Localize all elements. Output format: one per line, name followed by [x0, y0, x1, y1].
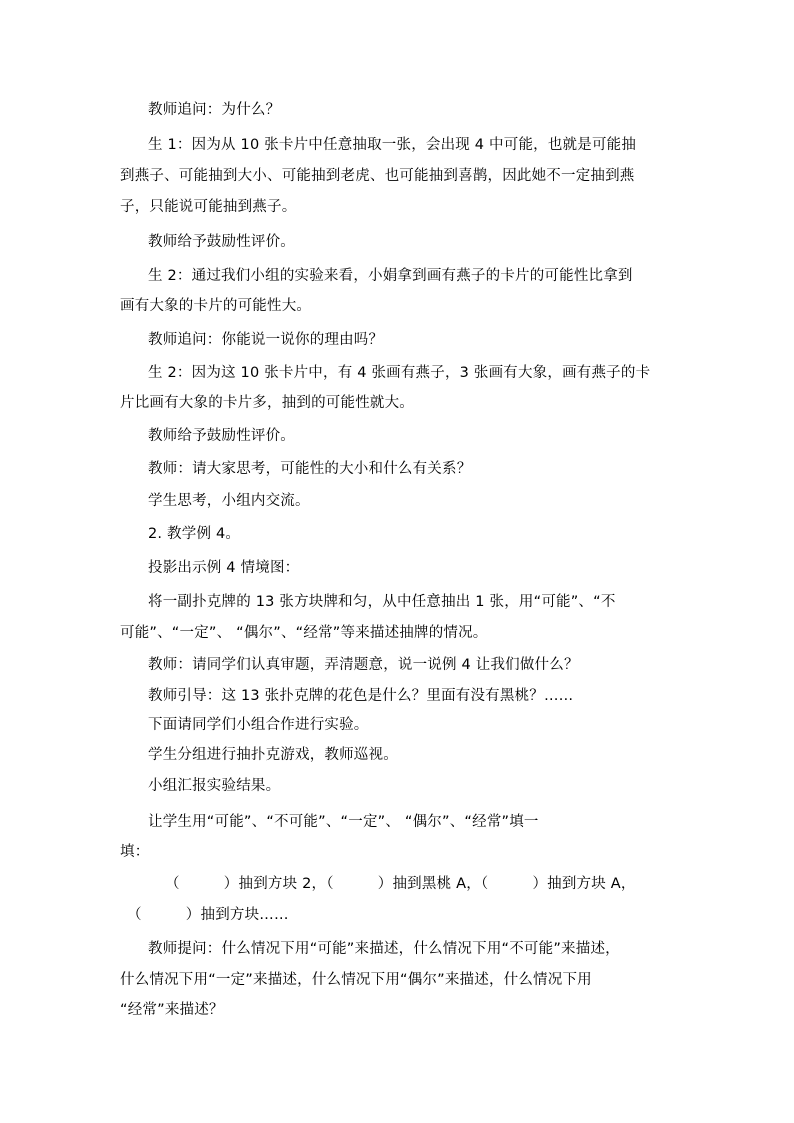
paragraph-line: 让学生用“可能”、“不可能”、“一定”、 “偶尔”、“经常”填一 — [148, 814, 539, 830]
paragraph-line: 下面请同学们小组合作进行实验。 — [148, 717, 369, 733]
paragraph-line: 片比画有大象的卡片多，抽到的可能性就大。 — [120, 395, 414, 411]
paragraph-line: 投影出示例 4 情境图： — [148, 560, 300, 576]
paragraph-line: 子，只能说可能抽到燕子。 — [120, 199, 297, 215]
paragraph-line: 教师引导：这 13 张扑克牌的花色是什么？里面有没有黑桃？…… — [148, 688, 574, 704]
paragraph-line: “经常”来描述？ — [120, 1002, 224, 1018]
paragraph-line: 画有大象的卡片的可能性大。 — [120, 298, 312, 314]
paragraph-line: 教师给予鼓励性评价。 — [148, 234, 295, 250]
paragraph-line: 可能”、“一定”、 “偶尔”、“经常”等来描述抽牌的情况。 — [120, 625, 488, 641]
paragraph-line: 填： — [120, 844, 150, 860]
section-heading: 2. 教学例 4。 — [148, 526, 241, 542]
paragraph-line: 小组汇报实验结果。 — [148, 778, 281, 794]
paragraph-line: 教师：请大家思考，可能性的大小和什么有关系？ — [148, 461, 472, 477]
paragraph-line: 学生分组进行抽扑克游戏，教师巡视。 — [148, 747, 398, 763]
paragraph-line: 教师：请同学们认真审题，弄清题意，说一说例 4 让我们做什么？ — [148, 657, 579, 673]
paragraph-line: 生 2：因为这 10 张卡片中，有 4 张画有燕子，3 张画有大象，画有燕子的卡 — [148, 365, 651, 381]
fill-in-blank-line: （ ）抽到方块…… — [127, 907, 289, 923]
paragraph-line: 教师提问：什么情况下用“可能”来描述，什么情况下用“不可能”来描述， — [148, 941, 620, 957]
paragraph-line: 教师追问：你能说一说你的理由吗？ — [148, 332, 384, 348]
paragraph-line: 学生思考，小组内交流。 — [148, 493, 310, 509]
paragraph-line: 什么情况下用“一定”来描述，什么情况下用“偶尔”来描述，什么情况下用 — [120, 972, 592, 988]
paragraph-line: 生 1：因为从 10 张卡片中任意抽取一张，会出现 4 中可能，也就是可能抽 — [148, 137, 637, 153]
paragraph-line: 将一副扑克牌的 13 张方块牌和匀，从中任意抽出 1 张，用“可能”、“不 — [148, 594, 616, 610]
paragraph-line: 教师追问：为什么？ — [148, 102, 281, 118]
paragraph-line: 到燕子、可能抽到大小、可能抽到老虎、也可能抽到喜鹊，因此她不一定抽到燕 — [120, 168, 635, 184]
fill-in-blank-line: （ ）抽到方块 2，（ ）抽到黑桃 A，（ ）抽到方块 A， — [165, 876, 636, 892]
paragraph-line: 生 2：通过我们小组的实验来看，小娟拿到画有燕子的卡片的可能性比拿到 — [148, 268, 633, 284]
paragraph-line: 教师给予鼓励性评价。 — [148, 428, 295, 444]
